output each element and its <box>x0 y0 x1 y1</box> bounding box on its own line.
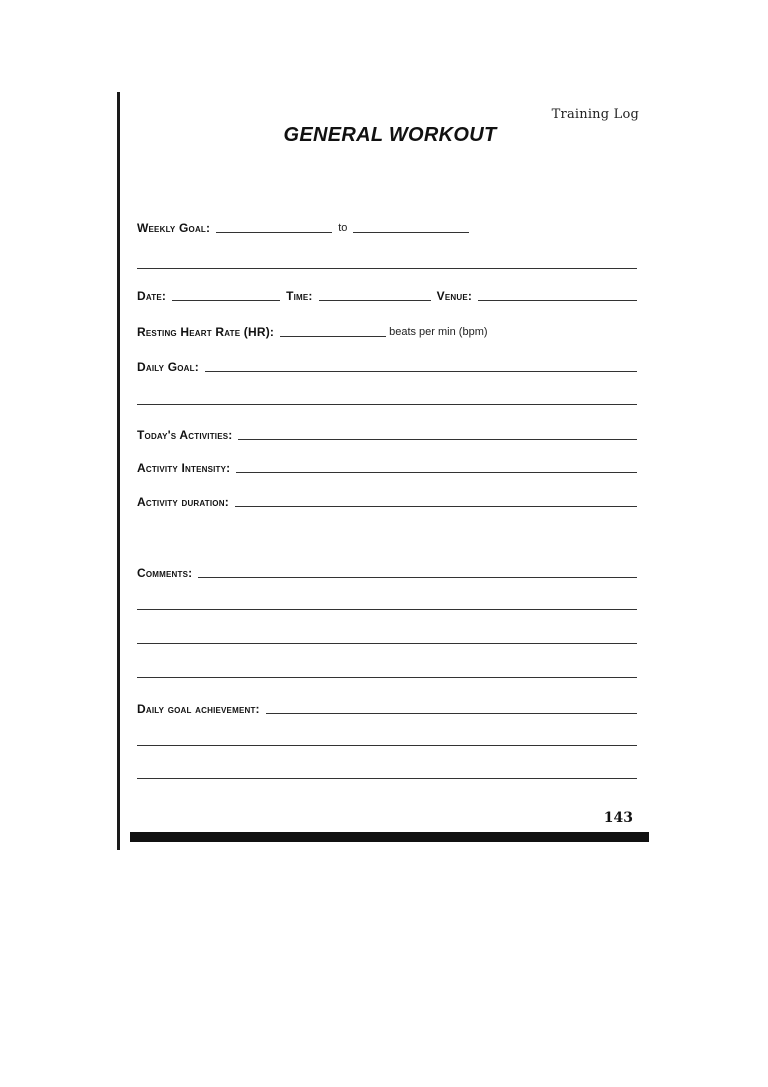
achievement-extra-line-2[interactable] <box>137 778 637 779</box>
comments-extra-line-2[interactable] <box>137 643 637 644</box>
resting-hr-label: Resting Heart Rate (HR): <box>137 325 275 339</box>
time-label: Time: <box>286 289 313 303</box>
comments-field[interactable] <box>198 576 637 578</box>
activity-intensity-row <box>137 456 637 476</box>
date-time-venue-row <box>137 284 637 304</box>
page-number: 143 <box>603 810 633 826</box>
comments-label: Comments: <box>137 566 193 580</box>
left-margin-rule <box>117 92 120 850</box>
todays-activities-label: Today's Activities: <box>137 428 233 442</box>
activity-intensity-field[interactable] <box>236 471 637 473</box>
footer-bar <box>130 832 649 842</box>
weekly-goal-start-field[interactable] <box>216 231 332 233</box>
weekly-goal-label: Weekly Goal: <box>137 221 211 235</box>
date-label: Date: <box>137 289 167 303</box>
resting-hr-row <box>137 320 637 340</box>
todays-activities-row <box>137 423 637 443</box>
daily-goal-extra-line[interactable] <box>137 404 637 405</box>
date-field[interactable] <box>172 299 280 301</box>
weekly-goal-end-field[interactable] <box>353 231 469 233</box>
weekly-goal-to-text: to <box>338 222 348 234</box>
activity-duration-field[interactable] <box>235 505 637 507</box>
achievement-extra-line-1[interactable] <box>137 745 637 746</box>
activity-duration-label: Activity duration: <box>137 495 229 509</box>
comments-extra-line-1[interactable] <box>137 609 637 610</box>
venue-label: Venue: <box>436 289 473 303</box>
resting-hr-unit: beats per min (bpm) <box>389 326 488 338</box>
comments-row <box>137 561 637 581</box>
section-label: Training Log <box>551 107 639 122</box>
daily-goal-achievement-label: Daily goal achievement: <box>137 702 260 716</box>
page-title: GENERAL WORKOUT <box>283 124 497 146</box>
daily-goal-label: Daily Goal: <box>137 360 199 374</box>
resting-hr-field[interactable] <box>280 335 386 337</box>
daily-goal-achievement-field[interactable] <box>266 712 637 714</box>
todays-activities-field[interactable] <box>238 438 637 440</box>
weekly-goal-extra-line[interactable] <box>137 268 637 269</box>
daily-goal-field[interactable] <box>205 370 637 372</box>
comments-extra-line-3[interactable] <box>137 677 637 678</box>
activity-duration-row <box>137 490 637 510</box>
daily-goal-row <box>137 355 637 375</box>
daily-goal-achievement-row <box>137 697 637 717</box>
venue-field[interactable] <box>478 299 637 301</box>
weekly-goal-row <box>137 216 637 236</box>
activity-intensity-label: Activity Intensity: <box>137 461 231 475</box>
time-field[interactable] <box>319 299 431 301</box>
